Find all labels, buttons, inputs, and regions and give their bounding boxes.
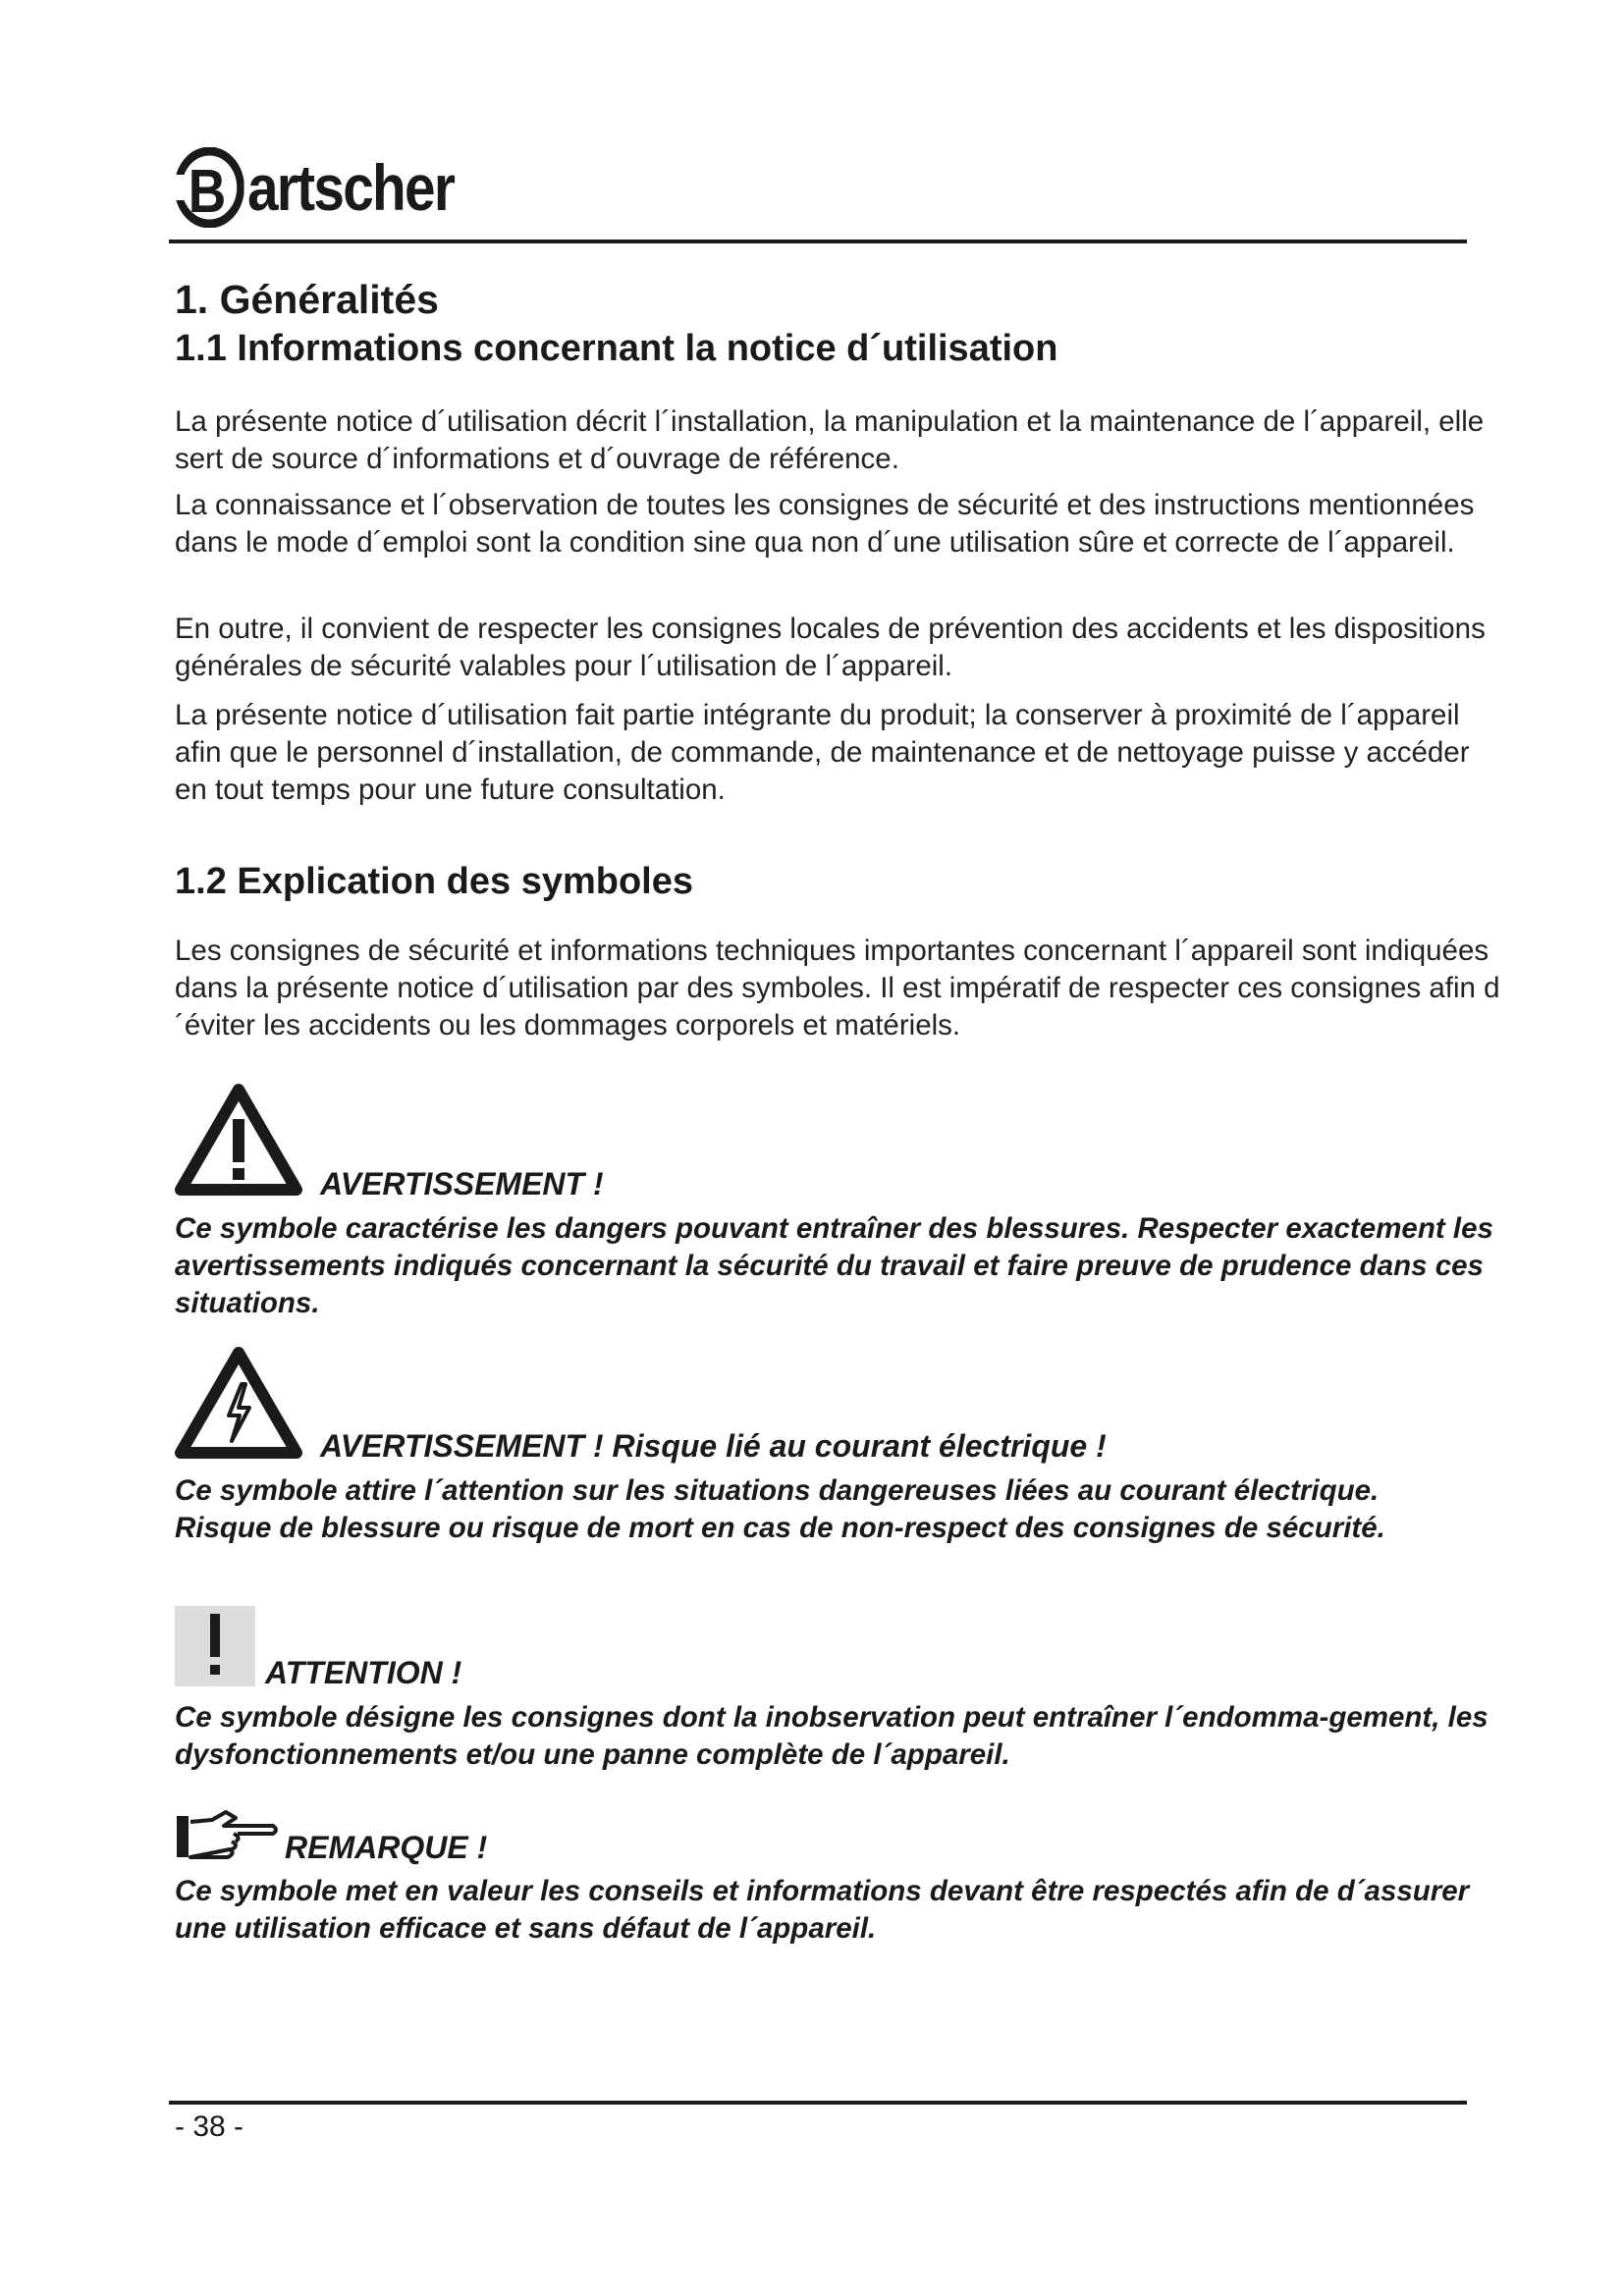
paragraph-4: La présente notice d´utilisation fait partie intégrante du produit; la conserver à proximité de l´appareil afin que le personnel d´installation, de commande, de maintenance et de nettoyage puisse y accéder en tout temps pour une future consultation. — [175, 699, 1470, 806]
warning-triangle-icon — [175, 1082, 302, 1198]
symbols-intro: Les consignes de sécurité et informations techniques importantes concernant l´appareil sont indiquées dans la présente notice d´utilisation par des symboles. Il est impératif de respecter ces consignes afin d´éviter les accidents ou les dommages corporels et matériels. — [175, 934, 1500, 1041]
electric-warning-description: Ce symbole attire l´attention sur les situations dangereuses liées au courant électrique. Risque de blessure ou risque de mort en cas de non-respect des consignes de sécurité. — [175, 1474, 1385, 1544]
section-1-title: 1. Généralités — [175, 277, 439, 322]
logo-text: artscher — [246, 151, 455, 224]
remark-description: Ce symbole met en valeur les conseils et informations devant être respectés afin de d´assurer une utilisation efficace et sans défaut de l´appareil. — [175, 1875, 1470, 1945]
remark-label: REMARQUE ! — [285, 1830, 488, 1865]
exclamation-mark-icon — [175, 1606, 255, 1686]
electric-warning-label: AVERTISSEMENT ! Risque lié au courant électrique ! — [320, 1428, 1107, 1464]
warning-label: AVERTISSEMENT ! — [320, 1166, 604, 1201]
warning-description: Ce symbole caractérise les dangers pouvant entraîner des blessures. Respecter exactement les avertissements indiqués concernant la sécurité du travail et faire preuve de prudence dans ces situations. — [175, 1212, 1493, 1319]
attention-description: Ce symbole désigne les consignes dont la inobservation peut entraîner l´endomma-gement, les dysfonctionnements et/ou une panne complète de l´appareil. — [175, 1701, 1489, 1771]
pointing-hand-icon — [175, 1808, 283, 1863]
page-number: - 38 - — [175, 2110, 244, 2143]
section-1-1-title: 1.1 Informations concernant la notice d´utilisation — [175, 328, 1058, 369]
paragraph-1: La présente notice d´utilisation décrit l´installation, la manipulation et la maintenance de l´appareil, elle sert de source d´informations et d´ouvrage de référence. — [175, 405, 1485, 475]
bartscher-logo-icon — [175, 147, 244, 228]
paragraph-2: La connaissance et l´observation de toutes les consignes de sécurité et des instructions mentionnées dans le mode d´emploi sont la condition sine qua non d´une utilisation sûre et correcte de l´appareil. — [175, 489, 1475, 559]
header-divider — [169, 240, 1467, 243]
bartscher-logo — [175, 147, 454, 228]
exclamation-icon — [175, 1606, 255, 1686]
svg-text:B: B — [188, 158, 225, 226]
electric-hazard-icon — [175, 1345, 302, 1461]
paragraph-3: En outre, il convient de respecter les consignes locales de prévention des accidents et les dispositions générales de sécurité valables pour l´utilisation de l´appareil. — [175, 613, 1486, 682]
footer-divider — [169, 2101, 1467, 2105]
section-1-2-title: 1.2 Explication des symboles — [175, 861, 693, 902]
attention-label: ATTENTION ! — [265, 1655, 462, 1690]
